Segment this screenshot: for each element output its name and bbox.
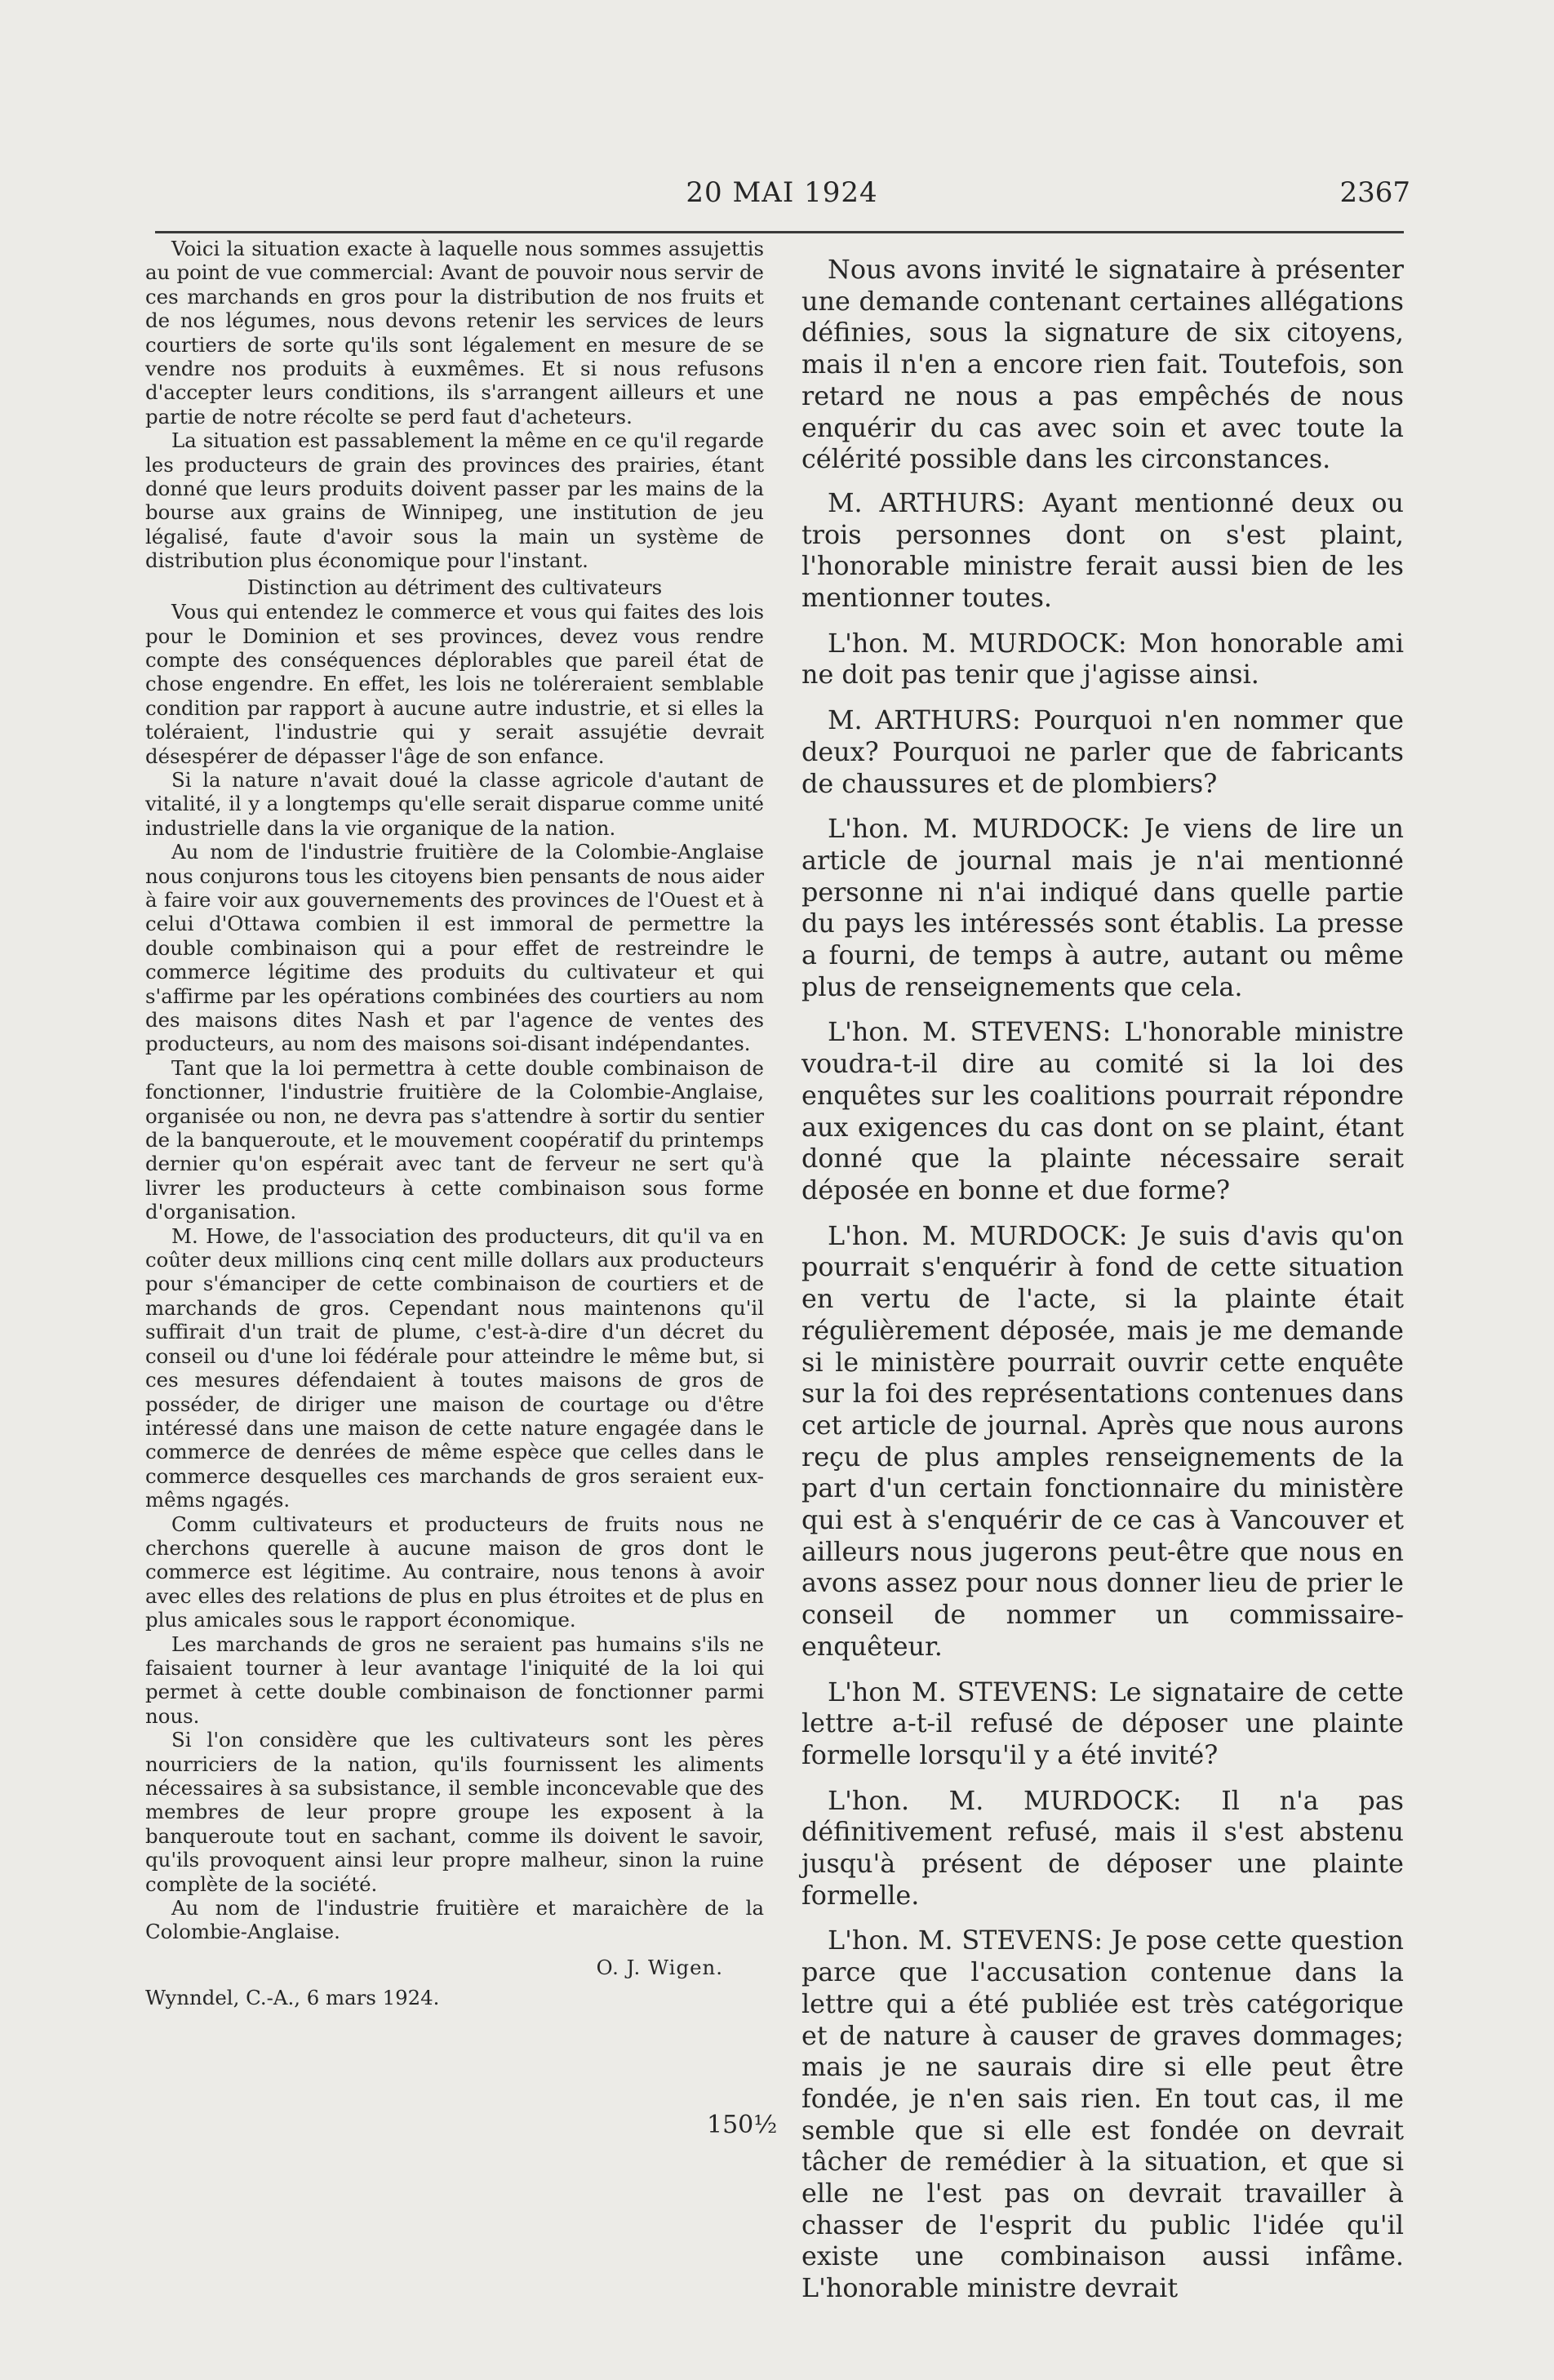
paragraph: Comm cultivateurs et producteurs de fruits nous ne cherchons querelle à aucune maison de gros dont le commerce est légitime. Au contraire, nous tenons à avoir avec elles des relations de plus en plus étroites et de plus en plus amicales sous le rapport économique. [145, 1512, 764, 1632]
paragraph: Tant que la loi permettra à cette double combinaison de fonctionner, l'industrie fruitière de la Colombie-Anglaise, organisée ou non, ne devra pas s'attendre à sortir du sentier de la banqueroute, et le mouvement coopératif du printemps dernier qu'on espérait avec tant de ferveur ne sert qu'à livrer les producteurs à cette combinaison sous forme d'organisation. [145, 1055, 764, 1224]
paragraph: L'hon. M. MURDOCK: Il n'a pas définitivement refusé, mais il s'est abstenu jusqu'à présent de déposer une plainte formelle. [801, 1785, 1404, 1911]
page-header [153, 173, 1410, 214]
right-column [801, 255, 1404, 2304]
paragraph: L'hon. M. STEVENS: Je pose cette question parce que l'accusation contenue dans la lettre qui a été publiée est très catégorique et de nature à causer de graves dommages; mais je ne saurais dire si elle peut être fondée, je n'en sais rien. En tout cas, il me semble que si elle est fondée on devrait tâcher de remédier à la situation, et que si elle ne l'est pas on devrait travailler à chasser de l'esprit du public l'idée qu'il existe une combinaison aussi infâme. L'honorable ministre devrait [801, 1925, 1404, 2304]
paragraph: Voici la situation exacte à laquelle nous sommes assujettis au point de vue commercial: Avant de pouvoir nous servir de ces marchands en gros pour la distribution de nos fruits et de nos légumes, nous devons retenir les services de leurs courtiers de sorte qu'ils sont légalement en mesure de se vendre nos produits à euxmêmes. Et si nous refusons d'accepter leurs conditions, ils s'arrangent ailleurs et une partie de notre récolte se perd faut d'acheteurs. [145, 237, 764, 428]
sheet-mark: 150½ [707, 2111, 778, 2139]
paragraph: M. ARTHURS: Ayant mentionné deux ou trois personnes dont on s'est plaint, l'honorable ministre ferait aussi bien de les mentionner toutes. [801, 487, 1404, 614]
paragraph: Si l'on considère que les cultivateurs sont les pères nourriciers de la nation, qu'ils fournissent les aliments nécessaires à sa subsistance, il semble inconcevable que des membres de leur propre groupe les exposent à la banqueroute tout en sachant, comme ils doivent le savoir, qu'ils provoquent ainsi leur propre malheur, sinon la ruine complète de la société. [145, 1728, 764, 1896]
paragraph: Si la nature n'avait doué la classe agricole d'autant de vitalité, il y a longtemps qu'elle serait disparue comme unité industrielle dans la vie organique de la nation. [145, 767, 764, 840]
paragraph: Vous qui entendez le commerce et vous qui faites des lois pour le Dominion et ses provinces, devez vous rendre compte des conséquences déplorables que pareil état de chose engendre. En effet, les lois ne toléreraient semblable condition par rapport à aucune autre industrie, et si elles la toléraient, l'industrie qui y serait assujétie devrait désespérer de dépasser l'âge de son enfance. [145, 600, 764, 768]
paragraph: La situation est passablement la même en ce qu'il regarde les producteurs de grain des provinces des prairies, étant donné que leurs produits doivent passer par les mains de la bourse aux grains de Winnipeg, une institution de jeu légalisé, faute d'avoir sous la main un système de distribution plus économique pour l'instant. [145, 428, 764, 573]
signature: O. J. Wigen. [596, 1955, 723, 1979]
paragraph: M. Howe, de l'association des producteurs, dit qu'il va en coûter deux millions cinq cent mille dollars aux producteurs pour s'émanciper de cette combinaison de courtiers et de marchands de gros. Cependant nous maintenons qu'il suffirait d'un trait de plume, c'est-à-dire d'un décret du conseil ou d'une loi fédérale pour atteindre le même but, si ces mesures défendaient à toutes maisons de gros de posséder, de diriger une maison de courtage ou d'être intéressé dans une maison de cette nature engagée dans le commerce de denrées de même espèce que celles dans le commerce desquelles ces marchands de gros seraient eux-mêms ngagés. [145, 1223, 764, 1512]
paragraph: L'hon. M. MURDOCK: Mon honorable ami ne doit pas tenir que j'agisse ainsi. [801, 628, 1404, 690]
paragraph: Nous avons invité le signataire à présenter une demande contenant certaines allégations définies, sous la signature de six citoyens, mais il n'en a encore rien fait. Toutefois, son retard ne nous a pas empêchés de nous enquérir du cas avec soin et avec toute la célérité possible dans les circonstances. [801, 255, 1404, 475]
left-column [145, 237, 764, 2261]
page-number: 2367 [1339, 176, 1410, 209]
paragraph: M. ARTHURS: Pourquoi n'en nommer que deux? Pourquoi ne parler que de fabricants de chaussures et de plombiers? [801, 705, 1404, 799]
paragraph: L'hon. M. STEVENS: L'honorable ministre voudra-t-il dire au comité si la loi des enquêtes sur les coalitions pourrait répondre aux exigences du cas dont on se plaint, étant donné que la plainte nécessaire serait déposée en bonne et due forme? [801, 1017, 1404, 1206]
subheading: Distinction au détriment des cultivateurs [246, 575, 663, 599]
paragraph: L'hon M. STEVENS: Le signataire de cette lettre a-t-il refusé de déposer une plainte formelle lorsqu'il y a été invité? [801, 1676, 1404, 1770]
paragraph: L'hon. M. MURDOCK: Je suis d'avis qu'on pourrait s'enquérir à fond de cette situation en vertu de l'acte, si la plainte était régulièrement déposée, mais je me demande si le ministère pourrait ouvrir cette enquête sur la foi des représentations contenues dans cet article de journal. Après que nous aurons reçu de plus amples renseignements de la part d'un certain fonctionnaire du ministère qui est à s'enquérir de ce cas à Vancouver et ailleurs nous jugerons peut-être que nous en avons assez pour nous donner lieu de prier le conseil de nommer un commissaire-enquêteur. [801, 1220, 1404, 1662]
header-rule [155, 231, 1404, 233]
paragraph: Les marchands de gros ne seraient pas humains s'ils ne faisaient tourner à leur avantage l'iniquité de la loi qui permet à cette double combinaison de fonctionner parmi nous. [145, 1632, 764, 1728]
paragraph: L'hon. M. MURDOCK: Je viens de lire un article de journal mais je n'ai mentionné personne ni n'ai indiqué dans quelle partie du pays les intéressés sont établis. La presse a fourni, de temps à autre, autant ou même plus de renseignements que cela. [801, 814, 1404, 1002]
header-date: 20 MAI 1924 [686, 176, 878, 209]
paragraph: Au nom de l'industrie fruitière et maraichère de la Colombie-Anglaise. [145, 1896, 764, 1944]
paragraph: Au nom de l'industrie fruitière de la Colombie-Anglaise nous conjurons tous les citoyens bien pensants de nous aider à faire voir aux gouvernements des provinces de l'Ouest et à celui d'Ottawa combien il est immoral de permettre la double combinaison qui a pour effet de restreindre le commerce légitime des produits du cultivateur et qui s'affirme par les opérations combinées des courtiers au nom des maisons dites Nash et par l'agence de ventes des producteurs, au nom des maisons soi-disant indépendantes. [145, 840, 764, 1056]
place-date: Wynndel, C.-A., 6 mars 1924. [145, 1986, 440, 2010]
